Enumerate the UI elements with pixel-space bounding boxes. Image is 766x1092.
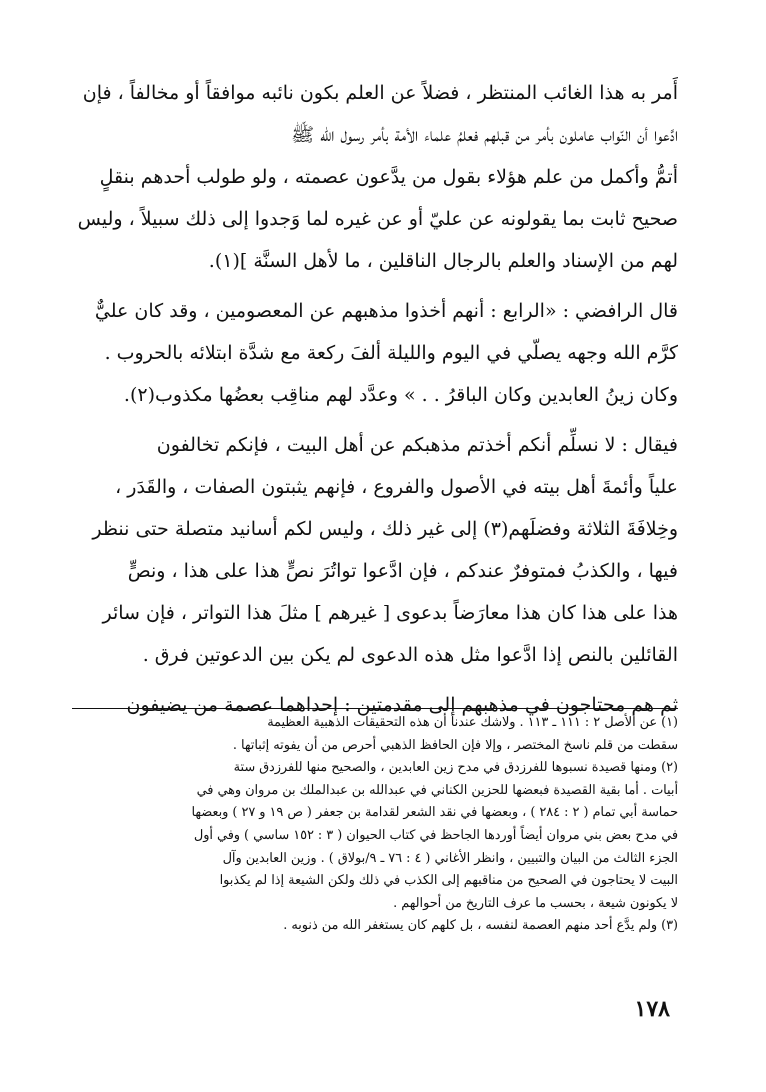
- text-line: علياً وأئمةَ أهل بيته في الأصول والفروع ، فإنهم يثبتون الصفات ، والقَدَر ،: [115, 476, 678, 498]
- footnote-line: (٣) ولم يدَّع أحد منهم العصمة لنفسه ، بل كلهم كان يستغفر الله من ذنوبه .: [283, 918, 678, 934]
- text-line: لهم من الإسناد والعلم بالرجال الناقلين ، ما لأهل السنَّة ](١).: [208, 250, 678, 272]
- footnote-line: لا يكونون شيعة ، بحسب ما عرف التاريخ من أحوالهم .: [393, 895, 678, 911]
- text-line: أَمر به هذا الغائب المنتظر ، فضلاً عن العلم بكون نائبه موافقاً أو مخالفاً ، فإن: [82, 82, 678, 104]
- footnote-line: الجزء الثالث من البيان والتبيين ، وانظر الأغاني ( ٤ : ٧٦ ـ ٩/بولاق ) . وزين العابدين وآل: [222, 850, 678, 866]
- footnote: [72, 712, 678, 757]
- footnote-line: سقطت من قلم ناسخ المختصر ، وإلا فإن الحافظ الذهبي أحرص من أن يفوته إثباتها .: [232, 737, 678, 753]
- footnote: [72, 915, 678, 938]
- page-number: ١٧٨: [634, 996, 670, 1022]
- footnote-line: (٢) ومنها قصيدة نسبوها للفرزدق في مدح زين العابدين ، والصحيح منها للفرزدق ستة: [233, 760, 678, 776]
- text-line: هذا على هذا كان هذا معارَضاً بدعوى [ غيرهم ] مثلَ هذا التواتر ، فإن سائر: [102, 602, 678, 624]
- footnote-line: أبيات . أما بقية القصيدة فبعضها للحزين الكناني في عبدالله بن عبدالملك بن مروان وهي في: [196, 782, 678, 798]
- paragraph: [72, 290, 678, 416]
- paragraph: [72, 72, 678, 282]
- footnote-line: حماسة أبي تمام ( ٢ : ٢٨٤ ) ، وبعضها في نقد الشعر لقدامة بن جعفر ( ص ١٩ و ٢٧ ) وبعضها: [191, 805, 678, 821]
- footnote: [72, 757, 678, 915]
- text-line: ادَّعوا أن النّواب عاملون بأمر من قبلهم فعلمُ علماء الأمة بأمر رسول الله ﷺ: [291, 124, 678, 146]
- footnote-line: في مدح بعض بني مروان أيضاً أوردها الجاحظ في كتاب الحيوان ( ٣ : ١٥٢ ساسي ) وفي أول: [193, 827, 678, 843]
- text-line: فيقال : لا نسلِّم أنكم أخذتم مذهبكم عن أهل البيت ، فإنكم تخالفون: [156, 434, 678, 456]
- text-line: أتمُّ وأكمل من علم هؤلاء بقول من يدَّعون عصمته ، ولو طولب أحدهم بنقلٍ: [99, 166, 678, 188]
- text-line: القائلين بالنص إذا ادَّعوا مثل هذه الدعوى لم يكن بين الدعوتين فرق .: [142, 644, 678, 666]
- text-line: ثم هم محتاجون في مذهبهم إلى مقدمتين : إحداهما عصمة من يضيفون: [126, 694, 678, 716]
- footnote-divider: [72, 708, 678, 709]
- footnote-line: (١) عن الأصل ٢ : ١١١ ـ ١١٣ . ولاشك عندنا أن هذه التحقيقات الذهبية العظيمة: [267, 715, 678, 730]
- footnotes: [72, 712, 678, 938]
- text-line: قال الرافضي : «الرابع : أنهم أخذوا مذهبهم عن المعصومين ، وقد كان عليٌّ: [94, 300, 678, 322]
- paragraph: [72, 424, 678, 676]
- text-line: كرَّم الله وجهه يصلّي في اليوم والليلة ألفَ ركعة مع شدَّة ابتلائه بالحروب .: [104, 342, 678, 364]
- main-text: [72, 72, 678, 726]
- footnote-line: البيت لا يحتاجون في الصحيح من مناقبهم إلى الكذب في ذلك ولكن الشيعة إذا لم يكذبوا: [219, 873, 678, 889]
- text-line: وكان زينُ العابدين وكان الباقرُ . . » وعدَّد لهم مناقِب بعضُها مكذوب(٢).: [123, 384, 678, 406]
- text-line: وخِلافَةَ الثلاثة وفضلَهم(٣) إلى غير ذلك ، وليس لكم أسانيد متصلة حتى ننظر: [92, 518, 678, 540]
- text-line: فيها ، والكذبُ فمتوفرٌ عندكم ، فإن ادَّعوا تواتُرَ نصٍّ هذا على هذا ، ونصٍّ: [127, 560, 678, 582]
- text-line: صحيح ثابت بما يقولونه عن عليّ أو عن غيره لما وَجدوا إلى ذلك سبيلاً ، وليس: [77, 208, 678, 230]
